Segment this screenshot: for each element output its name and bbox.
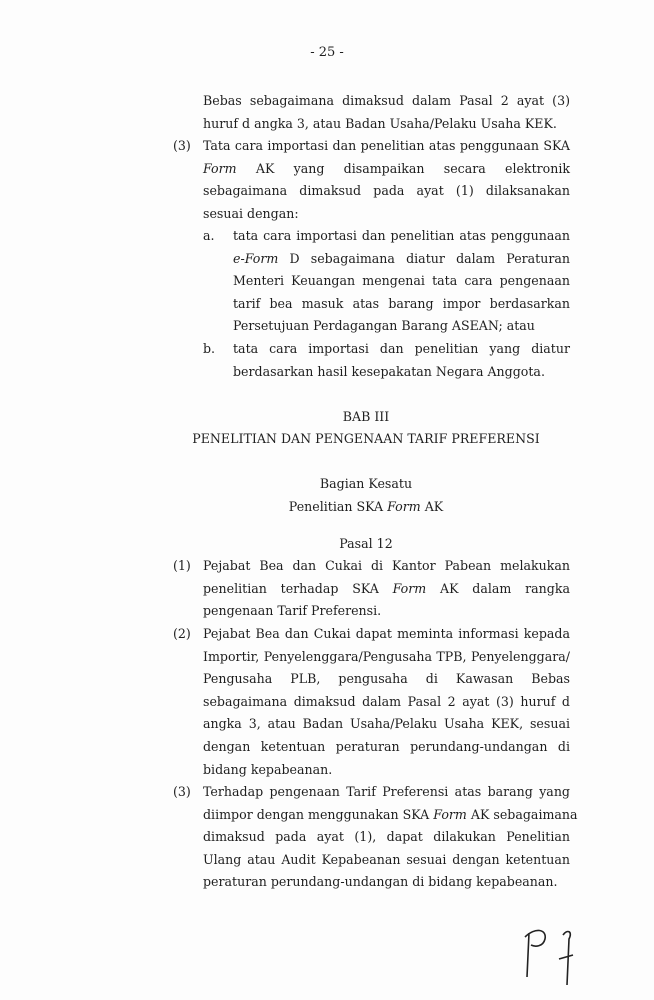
- text-line: [203, 781, 570, 804]
- italic-term: e-Form: [233, 250, 279, 266]
- text-line: [203, 135, 570, 158]
- text-segment: tata cara importasi dan penelitian atas penggunaan: [233, 228, 570, 243]
- text-segment: Pejabat Bea dan Cukai dapat meminta informasi kepada: [203, 626, 570, 641]
- text-segment: sebagaimana dimaksud dalam Pasal 2 ayat (3) huruf d: [203, 693, 570, 709]
- section-number: Bagian Kesatu: [319, 476, 413, 491]
- text-segment: Persetujuan Perdagangan Barang ASEAN; atau: [233, 318, 535, 334]
- text-segment: huruf d angka 3, atau Badan Usaha/Pelaku Usaha KEK.: [203, 115, 557, 131]
- text-line: [203, 113, 570, 136]
- text-line: [233, 338, 570, 361]
- sub-item-a: [233, 225, 570, 338]
- text-segment: Pengusaha PLB, pengusaha di Kawasan Bebas: [203, 671, 570, 687]
- text-line: [203, 158, 570, 181]
- section-title-text: AK: [420, 499, 444, 514]
- text-line: [233, 248, 570, 271]
- text-line: [203, 826, 570, 849]
- text-segment: AK yang disampaikan secara elektronik: [236, 160, 570, 176]
- text-segment: Menteri Keuangan mengenai tata cara pengenaan: [233, 273, 570, 289]
- section-title-text: Penelitian SKA: [288, 499, 388, 514]
- text-line: [203, 203, 570, 226]
- text-line: [233, 315, 570, 338]
- page-number: - 25 -: [310, 45, 344, 60]
- text-segment: angka 3, atau Badan Usaha/Pelaku Usaha KEK, sesuai: [203, 716, 570, 732]
- text-segment: tata cara importasi dan penelitian yang diatur: [233, 341, 570, 356]
- text-segment: sebagaimana dimaksud pada ayat (1) dilaksanakan: [203, 183, 570, 199]
- item-number: (1): [173, 558, 191, 573]
- sub-item-letter: a.: [203, 228, 215, 243]
- text-segment: Terhadap pengenaan Tarif Preferensi atas barang yang: [203, 784, 570, 799]
- text-line: [203, 600, 570, 623]
- text-line: [233, 270, 570, 293]
- text-segment: AK dalam rangka: [426, 580, 570, 596]
- text-segment: Tata cara importasi dan penelitian atas penggunaan SKA: [203, 138, 570, 153]
- text-line: [233, 293, 570, 316]
- chapter-number: BAB III: [342, 409, 390, 424]
- italic-term: Form: [203, 160, 237, 176]
- text-line: [203, 646, 570, 669]
- item-number: (2): [173, 626, 191, 641]
- italic-term: Form: [433, 806, 467, 822]
- item-number: (3): [173, 784, 191, 799]
- section-title-italic: Form: [387, 499, 421, 514]
- paragraph-3: [203, 135, 570, 225]
- text-line: [203, 736, 570, 759]
- text-segment: dimaksud pada ayat (1), dapat dilakukan Penelitian: [203, 829, 570, 845]
- text-segment: berdasarkan hasil kesepakatan Negara Anggota.: [233, 363, 545, 379]
- chapter-title: PENELITIAN DAN PENGENAAN TARIF PREFERENSI: [192, 431, 540, 446]
- sub-item-letter: b.: [203, 341, 216, 356]
- italic-term: Form: [392, 580, 427, 596]
- text-segment: tarif bea masuk atas barang impor berdasarkan: [233, 295, 570, 311]
- text-line: [203, 871, 570, 894]
- text-line: [233, 361, 570, 384]
- text-segment: penelitian terhadap SKA: [203, 580, 393, 596]
- item-number: (3): [173, 138, 191, 153]
- text-segment: diimpor dengan menggunakan SKA: [203, 806, 434, 822]
- article-paragraph-3: [203, 781, 578, 894]
- text-segment: dengan ketentuan peraturan perundang-undangan di: [203, 738, 570, 754]
- text-line: [203, 180, 570, 203]
- text-line: [203, 623, 570, 646]
- text-line: [203, 804, 578, 827]
- text-segment: peraturan perundang-undangan di bidang kepabeanan.: [203, 874, 558, 890]
- text-segment: AK sebagaimana: [466, 806, 578, 822]
- text-segment: D sebagaimana diatur dalam Peraturan: [278, 250, 570, 266]
- text-line: [203, 849, 570, 872]
- text-segment: Importir, Penyelenggara/Pengusaha TPB, Penyelenggara/: [203, 648, 570, 664]
- initials-signature: [515, 915, 595, 995]
- text-line: [203, 555, 570, 578]
- text-segment: sesuai dengan:: [203, 205, 299, 221]
- text-line: [203, 713, 570, 736]
- article-paragraph-1: [203, 555, 570, 623]
- article-paragraph-2: [203, 623, 570, 781]
- text-segment: bidang kepabeanan.: [203, 761, 333, 777]
- continued-paragraph: [203, 90, 570, 135]
- text-line: [203, 668, 570, 691]
- text-segment: Ulang atau Audit Kepabeanan sesuai dengan ketentuan: [203, 851, 570, 867]
- article-heading: Pasal 12: [339, 536, 393, 551]
- text-line: [233, 225, 570, 248]
- text-line: [203, 90, 570, 113]
- sub-item-b: [233, 338, 570, 383]
- section-title: [160, 496, 572, 519]
- text-segment: Bebas sebagaimana dimaksud dalam Pasal 2 ayat (3): [203, 93, 570, 108]
- text-segment: pengenaan Tarif Preferensi.: [203, 603, 382, 619]
- text-line: [203, 578, 570, 601]
- text-line: [203, 759, 570, 782]
- text-segment: Pejabat Bea dan Cukai di Kantor Pabean melakukan: [203, 558, 570, 573]
- text-line: [203, 691, 570, 714]
